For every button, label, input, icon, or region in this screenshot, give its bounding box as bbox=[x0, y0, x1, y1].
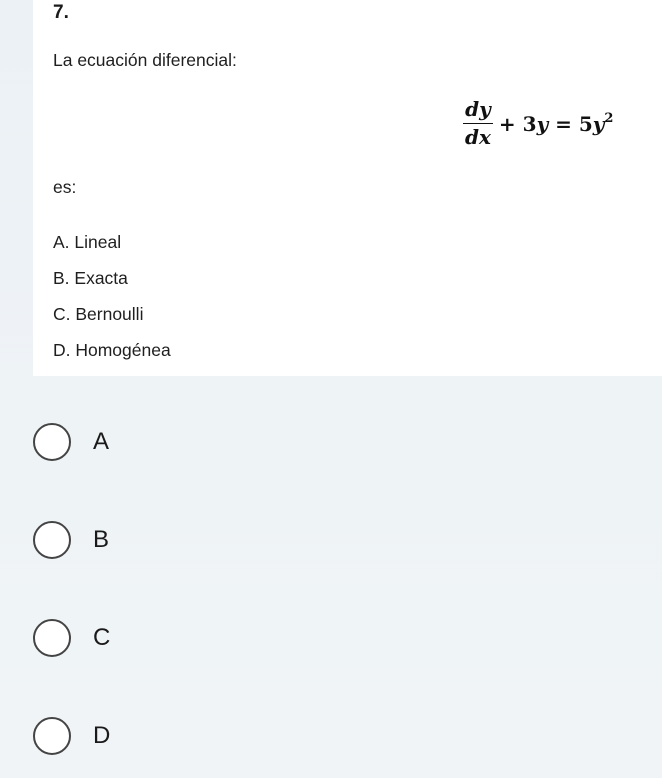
fraction-denominator: dx bbox=[465, 125, 491, 150]
radio-button-b[interactable] bbox=[33, 521, 71, 559]
answer-option-a[interactable] bbox=[33, 422, 110, 462]
answer-options bbox=[33, 422, 110, 778]
fraction-numerator: dy bbox=[465, 96, 491, 121]
choice-text-b: B. Exacta bbox=[53, 268, 128, 288]
equation-exponent: 2 bbox=[604, 110, 614, 126]
answer-option-c[interactable] bbox=[33, 618, 110, 658]
choice-text-d: D. Homogénea bbox=[53, 340, 171, 360]
answer-label-b: B bbox=[93, 526, 110, 553]
radio-button-d[interactable] bbox=[33, 717, 71, 755]
question-tail: es: bbox=[53, 177, 77, 197]
answer-label-c: C bbox=[93, 624, 111, 651]
differential-equation bbox=[463, 94, 613, 152]
question-intro: La ecuación diferencial: bbox=[53, 50, 237, 70]
answer-label-a: A bbox=[93, 428, 110, 455]
equation-var-y-squared: y bbox=[592, 111, 605, 136]
equation-rest bbox=[499, 111, 614, 136]
equation-equals: = 5 bbox=[548, 111, 593, 136]
choice-list bbox=[53, 232, 171, 376]
answer-option-b[interactable] bbox=[33, 520, 110, 560]
derivative-fraction bbox=[463, 97, 493, 150]
radio-button-c[interactable] bbox=[33, 619, 71, 657]
question-number: 7. bbox=[53, 2, 69, 23]
radio-button-a[interactable] bbox=[33, 423, 71, 461]
choice-text-a: A. Lineal bbox=[53, 232, 122, 252]
fraction-bar bbox=[463, 123, 493, 125]
choice-text-c: C. Bernoulli bbox=[53, 304, 144, 324]
answer-label-d: D bbox=[93, 722, 111, 749]
question-card bbox=[33, 0, 662, 376]
equation-var-y: y bbox=[536, 111, 549, 136]
answer-option-d[interactable] bbox=[33, 716, 110, 756]
equation-term-plus: + 3 bbox=[498, 111, 537, 136]
